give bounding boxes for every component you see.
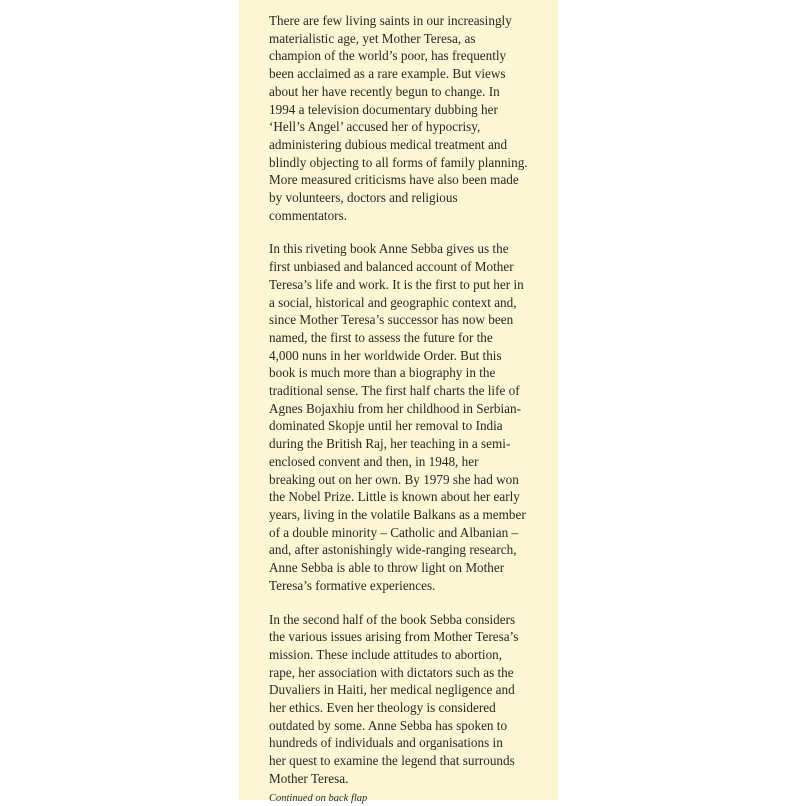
dust-jacket-front-flap bbox=[239, 0, 558, 804]
continued-on-back-flap-note: Continued on back flap bbox=[269, 792, 368, 804]
flap-paragraph-second-half: In the second half of the book Sebba considers the various issues arising from Mother Teresa’s mission. These include attitudes to abortion, rape, her association with dictators such as the Duvaliers in Haiti, her medical negligence and her ethics. Even her theology is considered outdated by some. Anne Sebba has spoken to hundreds of individuals and organisations in her quest to examine the legend that surrounds Mother Teresa. bbox=[269, 611, 519, 786]
flap-paragraph-intro: There are few living saints in our increasingly materialistic age, yet Mother Teresa, as champion of the world’s poor, has frequently been acclaimed as a rare example. But views about her have recently begun to change. In 1994 a television documentary dubbing her ‘Hell’s Angel’ accused her of hypocrisy, administering dubious medical treatment and blindly objecting to all forms of family planning. More measured criticisms have also been made by volunteers, doctors and religious commentators. bbox=[269, 13, 528, 223]
flap-paragraph-book-overview: In this riveting book Anne Sebba gives us the first unbiased and balanced account of Mother Teresa’s life and work. It is the first to put her in a social, historical and geographic context and, since Mother Teresa’s successor has now been named, the first to assess the future for the 4,000 nuns in her worldwide Order. But this book is much more than a biography in the traditional sense. The first half charts the life of Agnes Bojaxhiu from her childhood in Serbian- dominated Skopje until her removal to India during the British Raj, her teaching in a semi- enclosed convent and then, in 1948, her breaking out on her own. By 1979 she had won the Nobel Prize. Little is known about her early years, living in the volatile Balkans as a member of a double minority – Catholic and Albanian – and, after astonishingly wide-ranging research, Anne Sebba is able to throw light on Mother Teresa’s formative experiences. bbox=[269, 241, 526, 593]
